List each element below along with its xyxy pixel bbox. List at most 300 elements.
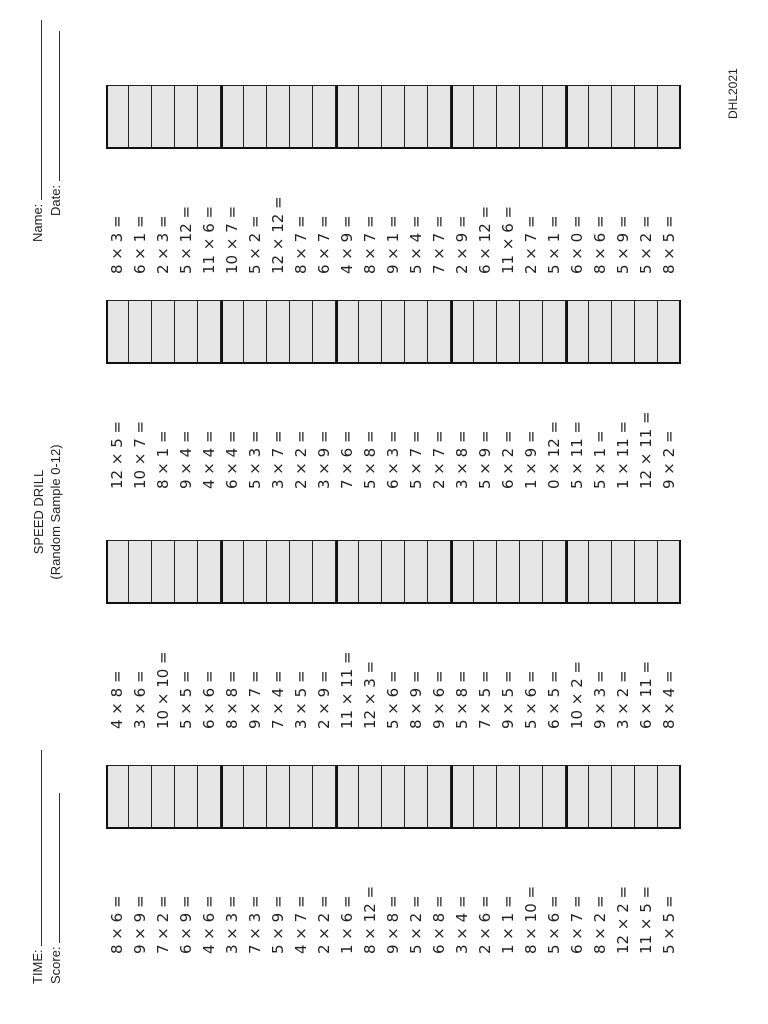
problem-row	[359, 79, 382, 274]
problem-row	[359, 759, 382, 954]
answer-box[interactable]	[129, 300, 152, 364]
answer-box[interactable]	[359, 300, 382, 364]
problem-row	[129, 534, 152, 729]
answer-box[interactable]	[244, 300, 267, 364]
problem-row	[290, 294, 313, 489]
answer-box[interactable]	[313, 85, 336, 149]
problem-row	[106, 294, 129, 489]
problem-row	[612, 294, 635, 489]
problem-row	[635, 759, 658, 954]
problem-row	[405, 294, 428, 489]
answer-box[interactable]	[635, 300, 658, 364]
problem-text: 5 × 1 =	[545, 215, 563, 274]
answer-box[interactable]	[405, 85, 428, 149]
problem-text: 12 × 2 =	[614, 885, 632, 954]
problem-text: 7 × 6 =	[338, 430, 356, 489]
answer-box[interactable]	[566, 540, 589, 604]
problem-row	[106, 79, 129, 274]
problem-text: 5 × 11 =	[568, 420, 586, 489]
problem-text: 1 × 6 =	[338, 895, 356, 954]
problem-text: 8 × 10 =	[522, 885, 540, 954]
answer-box[interactable]	[658, 300, 681, 364]
problem-text: 6 × 2 =	[499, 430, 517, 489]
problem-text: 4 × 4 =	[200, 430, 218, 489]
problem-row	[336, 534, 359, 729]
problem-row	[589, 534, 612, 729]
problem-row	[129, 79, 152, 274]
worksheet-title: SPEED DRILL	[31, 469, 46, 555]
problem-row	[175, 294, 198, 489]
problem-row	[497, 294, 520, 489]
answer-box[interactable]	[612, 765, 635, 829]
problem-text: 9 × 3 =	[591, 670, 609, 729]
problem-row	[221, 79, 244, 274]
problem-text: 5 × 2 =	[407, 895, 425, 954]
problem-text: 5 × 3 =	[246, 430, 264, 489]
problem-row	[474, 534, 497, 729]
problem-text: 4 × 9 =	[338, 215, 356, 274]
problem-row	[635, 79, 658, 274]
problem-text: 10 × 7 =	[223, 205, 241, 274]
answer-box[interactable]	[106, 300, 129, 364]
problem-row	[313, 79, 336, 274]
answer-box[interactable]	[336, 85, 359, 149]
problem-text: 2 × 9 =	[453, 215, 471, 274]
answer-box[interactable]	[129, 765, 152, 829]
problem-text: 5 × 6 =	[522, 670, 540, 729]
answer-box[interactable]	[290, 85, 313, 149]
problem-row	[336, 759, 359, 954]
answer-box[interactable]	[428, 300, 451, 364]
problem-row	[198, 79, 221, 274]
problem-text: 8 × 3 =	[108, 215, 126, 274]
answer-box[interactable]	[405, 540, 428, 604]
problem-text: 9 × 6 =	[430, 670, 448, 729]
problem-row	[543, 79, 566, 274]
problem-row	[474, 759, 497, 954]
problem-row	[290, 534, 313, 729]
problem-text: 8 × 1 =	[154, 430, 172, 489]
problem-row	[451, 534, 474, 729]
problem-text: 8 × 6 =	[591, 215, 609, 274]
problem-row	[658, 79, 681, 274]
problem-row	[267, 294, 290, 489]
problem-row	[497, 759, 520, 954]
problem-text: 10 × 10 =	[154, 651, 172, 729]
problem-text: 3 × 9 =	[315, 430, 333, 489]
problem-row	[612, 534, 635, 729]
problem-row	[152, 534, 175, 729]
problem-text: 4 × 8 =	[108, 670, 126, 729]
answer-box[interactable]	[106, 765, 129, 829]
answer-box[interactable]	[474, 85, 497, 149]
problem-row	[129, 294, 152, 489]
problem-text: 6 × 9 =	[177, 895, 195, 954]
problem-text: 6 × 8 =	[430, 895, 448, 954]
problem-row	[474, 294, 497, 489]
answer-box[interactable]	[382, 85, 405, 149]
problem-row	[405, 759, 428, 954]
problem-row	[566, 79, 589, 274]
answer-box[interactable]	[589, 300, 612, 364]
answer-box[interactable]	[244, 765, 267, 829]
answer-box[interactable]	[267, 540, 290, 604]
answer-box[interactable]	[566, 765, 589, 829]
problem-text: 5 × 6 =	[545, 895, 563, 954]
answer-box[interactable]	[589, 540, 612, 604]
answer-box[interactable]	[474, 300, 497, 364]
problem-text: 11 × 5 =	[637, 885, 655, 954]
problem-text: 6 × 7 =	[568, 895, 586, 954]
problem-row	[520, 79, 543, 274]
problem-text: 3 × 2 =	[614, 670, 632, 729]
problem-text: 9 × 4 =	[177, 430, 195, 489]
problem-text: 6 × 0 =	[568, 215, 586, 274]
answer-box[interactable]	[152, 765, 175, 829]
problem-row	[382, 759, 405, 954]
problem-text: 5 × 1 =	[591, 430, 609, 489]
problem-text: 3 × 3 =	[223, 895, 241, 954]
problem-row	[244, 79, 267, 274]
problem-text: 12 × 3 =	[361, 660, 379, 729]
problem-text: 8 × 7 =	[361, 215, 379, 274]
problem-text: 11 × 6 =	[200, 205, 218, 274]
date-field	[46, 31, 64, 216]
problem-text: 8 × 9 =	[407, 670, 425, 729]
problem-text: 11 × 11 =	[338, 651, 356, 729]
answer-box[interactable]	[520, 765, 543, 829]
answer-box[interactable]	[267, 85, 290, 149]
answer-box[interactable]	[428, 540, 451, 604]
problem-text: 9 × 1 =	[384, 215, 402, 274]
problem-text: 10 × 2 =	[568, 660, 586, 729]
answer-box[interactable]	[221, 540, 244, 604]
problem-row	[221, 534, 244, 729]
problem-text: 9 × 5 =	[499, 670, 517, 729]
answer-box[interactable]	[474, 540, 497, 604]
answer-box[interactable]	[152, 85, 175, 149]
problem-row	[382, 294, 405, 489]
problem-row	[451, 79, 474, 274]
problem-text: 6 × 3 =	[384, 430, 402, 489]
problem-row	[244, 759, 267, 954]
problem-row	[198, 294, 221, 489]
problem-text: 1 × 9 =	[522, 430, 540, 489]
answer-box[interactable]	[244, 540, 267, 604]
problem-text: 1 × 11 =	[614, 420, 632, 489]
problem-row	[267, 759, 290, 954]
problem-row	[129, 759, 152, 954]
problem-row	[589, 294, 612, 489]
problem-text: 3 × 5 =	[292, 670, 310, 729]
problem-row	[152, 79, 175, 274]
problem-text: 6 × 12 =	[476, 205, 494, 274]
problem-text: 8 × 12 =	[361, 885, 379, 954]
problem-text: 5 × 9 =	[476, 430, 494, 489]
answer-box[interactable]	[221, 85, 244, 149]
answer-box[interactable]	[336, 300, 359, 364]
problem-text: 8 × 6 =	[108, 895, 126, 954]
problem-row	[658, 534, 681, 729]
problem-text: 5 × 7 =	[407, 430, 425, 489]
answer-box[interactable]	[451, 300, 474, 364]
problem-row	[152, 294, 175, 489]
answer-box[interactable]	[497, 765, 520, 829]
problem-row	[313, 759, 336, 954]
problem-text: 5 × 8 =	[453, 670, 471, 729]
problem-text: 3 × 6 =	[131, 670, 149, 729]
problem-text: 3 × 4 =	[453, 895, 471, 954]
problem-row	[543, 294, 566, 489]
problem-row	[405, 534, 428, 729]
answer-box[interactable]	[520, 300, 543, 364]
problem-text: 5 × 5 =	[177, 670, 195, 729]
problem-text: 6 × 6 =	[200, 670, 218, 729]
problem-row	[612, 79, 635, 274]
problem-text: 9 × 8 =	[384, 895, 402, 954]
answer-box[interactable]	[612, 85, 635, 149]
problem-row	[428, 534, 451, 729]
answer-box[interactable]	[428, 765, 451, 829]
problem-row	[589, 759, 612, 954]
problem-text: 3 × 8 =	[453, 430, 471, 489]
problem-text: 7 × 2 =	[154, 895, 172, 954]
answer-box[interactable]	[313, 540, 336, 604]
answer-box[interactable]	[152, 540, 175, 604]
problem-row	[520, 759, 543, 954]
problem-text: 11 × 6 =	[499, 205, 517, 274]
date-blank-line[interactable]	[46, 31, 60, 181]
problem-text: 2 × 2 =	[315, 895, 333, 954]
problem-row	[451, 294, 474, 489]
worksheet-subtitle: (Random Sample 0-12)	[48, 444, 63, 580]
problem-text: 6 × 7 =	[315, 215, 333, 274]
problem-row	[520, 534, 543, 729]
problem-row	[566, 759, 589, 954]
answer-box[interactable]	[106, 85, 129, 149]
problem-row	[244, 294, 267, 489]
problem-text: 6 × 5 =	[545, 670, 563, 729]
answer-box[interactable]	[658, 765, 681, 829]
problem-text: 6 × 4 =	[223, 430, 241, 489]
problem-text: 8 × 4 =	[660, 670, 678, 729]
answer-box[interactable]	[520, 85, 543, 149]
answer-box[interactable]	[267, 300, 290, 364]
problem-text: 5 × 8 =	[361, 430, 379, 489]
problem-text: 5 × 12 =	[177, 205, 195, 274]
problem-row	[359, 534, 382, 729]
problem-text: 12 × 11 =	[637, 411, 655, 489]
problem-row	[635, 534, 658, 729]
problem-row	[658, 294, 681, 489]
problem-row	[382, 79, 405, 274]
problem-row	[267, 534, 290, 729]
problem-text: 5 × 2 =	[246, 215, 264, 274]
problem-text: 2 × 9 =	[315, 670, 333, 729]
answer-box[interactable]	[198, 540, 221, 604]
answer-box[interactable]	[290, 300, 313, 364]
problem-row	[497, 534, 520, 729]
problem-text: 9 × 9 =	[131, 895, 149, 954]
answer-box[interactable]	[198, 765, 221, 829]
problem-text: 5 × 2 =	[637, 215, 655, 274]
problem-text: 7 × 3 =	[246, 895, 264, 954]
problem-row	[428, 759, 451, 954]
problem-row	[198, 759, 221, 954]
answer-box[interactable]	[635, 765, 658, 829]
answer-box[interactable]	[543, 85, 566, 149]
problem-row	[175, 79, 198, 274]
problem-text: 12 × 12 =	[269, 196, 287, 274]
problem-text: 5 × 6 =	[384, 670, 402, 729]
name-label: Name:	[30, 203, 45, 242]
problem-text: 7 × 5 =	[476, 670, 494, 729]
problem-row	[405, 79, 428, 274]
answer-box[interactable]	[382, 300, 405, 364]
answer-box[interactable]	[543, 300, 566, 364]
problem-row	[635, 294, 658, 489]
problem-text: 2 × 7 =	[522, 215, 540, 274]
problem-row	[359, 294, 382, 489]
answer-box[interactable]	[359, 540, 382, 604]
problem-row	[451, 759, 474, 954]
problem-text: 7 × 7 =	[430, 215, 448, 274]
problem-row	[290, 759, 313, 954]
problem-text: 7 × 4 =	[269, 670, 287, 729]
answer-box[interactable]	[589, 765, 612, 829]
answer-box[interactable]	[543, 540, 566, 604]
answer-box[interactable]	[520, 540, 543, 604]
problem-row	[589, 79, 612, 274]
problem-row	[313, 534, 336, 729]
answer-box[interactable]	[451, 540, 474, 604]
problem-text: 0 × 12 =	[545, 420, 563, 489]
answer-box[interactable]	[175, 765, 198, 829]
problem-row	[336, 294, 359, 489]
problem-row	[198, 534, 221, 729]
problem-text: 2 × 3 =	[154, 215, 172, 274]
problem-text: 8 × 8 =	[223, 670, 241, 729]
problem-row	[221, 759, 244, 954]
problem-text: 6 × 11 =	[637, 660, 655, 729]
answer-box[interactable]	[359, 765, 382, 829]
answer-box[interactable]	[635, 85, 658, 149]
answer-box[interactable]	[451, 85, 474, 149]
problem-row	[428, 294, 451, 489]
answer-box[interactable]	[497, 85, 520, 149]
answer-box[interactable]	[405, 300, 428, 364]
answer-box[interactable]	[612, 540, 635, 604]
problem-text: 8 × 2 =	[591, 895, 609, 954]
answer-box[interactable]	[198, 300, 221, 364]
problem-row	[428, 79, 451, 274]
answer-box[interactable]	[658, 85, 681, 149]
answer-box[interactable]	[336, 540, 359, 604]
problem-row	[106, 534, 129, 729]
answer-box[interactable]	[405, 765, 428, 829]
answer-box[interactable]	[612, 300, 635, 364]
answer-box[interactable]	[589, 85, 612, 149]
problem-text: 2 × 6 =	[476, 895, 494, 954]
answer-box[interactable]	[198, 85, 221, 149]
answer-box[interactable]	[566, 300, 589, 364]
answer-box[interactable]	[313, 300, 336, 364]
problem-row	[497, 79, 520, 274]
problem-row	[658, 759, 681, 954]
answer-box[interactable]	[566, 85, 589, 149]
problem-text: 5 × 5 =	[660, 895, 678, 954]
answer-box[interactable]	[175, 300, 198, 364]
problem-row	[520, 294, 543, 489]
answer-box[interactable]	[451, 765, 474, 829]
problem-text: 5 × 9 =	[614, 215, 632, 274]
footer-code: DHL2021	[726, 68, 740, 119]
answer-box[interactable]	[152, 300, 175, 364]
answer-box[interactable]	[635, 540, 658, 604]
problem-text: 4 × 6 =	[200, 895, 218, 954]
answer-box[interactable]	[129, 85, 152, 149]
problem-text: 10 × 7 =	[131, 420, 149, 489]
answer-box[interactable]	[313, 765, 336, 829]
answer-box[interactable]	[382, 765, 405, 829]
answer-box[interactable]	[106, 540, 129, 604]
answer-box[interactable]	[359, 85, 382, 149]
problem-text: 6 × 1 =	[131, 215, 149, 274]
answer-box[interactable]	[497, 300, 520, 364]
name-field	[28, 20, 46, 242]
problem-text: 8 × 7 =	[292, 215, 310, 274]
answer-box[interactable]	[221, 765, 244, 829]
answer-box[interactable]	[543, 765, 566, 829]
date-label: Date:	[48, 184, 63, 216]
name-blank-line[interactable]	[28, 20, 42, 200]
problem-text: 1 × 1 =	[499, 895, 517, 954]
answer-box[interactable]	[382, 540, 405, 604]
problem-text: 9 × 2 =	[660, 430, 678, 489]
problem-row	[382, 534, 405, 729]
problem-text: 4 × 7 =	[292, 895, 310, 954]
answer-box[interactable]	[175, 540, 198, 604]
problem-row	[152, 759, 175, 954]
problem-row	[313, 294, 336, 489]
answer-box[interactable]	[221, 300, 244, 364]
answer-box[interactable]	[267, 765, 290, 829]
problem-row	[336, 79, 359, 274]
answer-box[interactable]	[129, 540, 152, 604]
answer-box[interactable]	[290, 540, 313, 604]
answer-box[interactable]	[474, 765, 497, 829]
problem-text: 12 × 5 =	[108, 420, 126, 489]
time-label: TIME:	[30, 949, 45, 984]
problem-row	[566, 294, 589, 489]
problem-text: 2 × 2 =	[292, 430, 310, 489]
problem-row	[290, 79, 313, 274]
problem-text: 2 × 7 =	[430, 430, 448, 489]
problem-row	[175, 759, 198, 954]
answer-box[interactable]	[497, 540, 520, 604]
answer-box[interactable]	[244, 85, 267, 149]
problem-row	[612, 759, 635, 954]
answer-box[interactable]	[658, 540, 681, 604]
answer-box[interactable]	[336, 765, 359, 829]
answer-box[interactable]	[290, 765, 313, 829]
problem-text: 5 × 4 =	[407, 215, 425, 274]
problem-row	[244, 534, 267, 729]
answer-box[interactable]	[428, 85, 451, 149]
problem-text: 5 × 9 =	[269, 895, 287, 954]
answer-box[interactable]	[175, 85, 198, 149]
problem-row	[175, 534, 198, 729]
